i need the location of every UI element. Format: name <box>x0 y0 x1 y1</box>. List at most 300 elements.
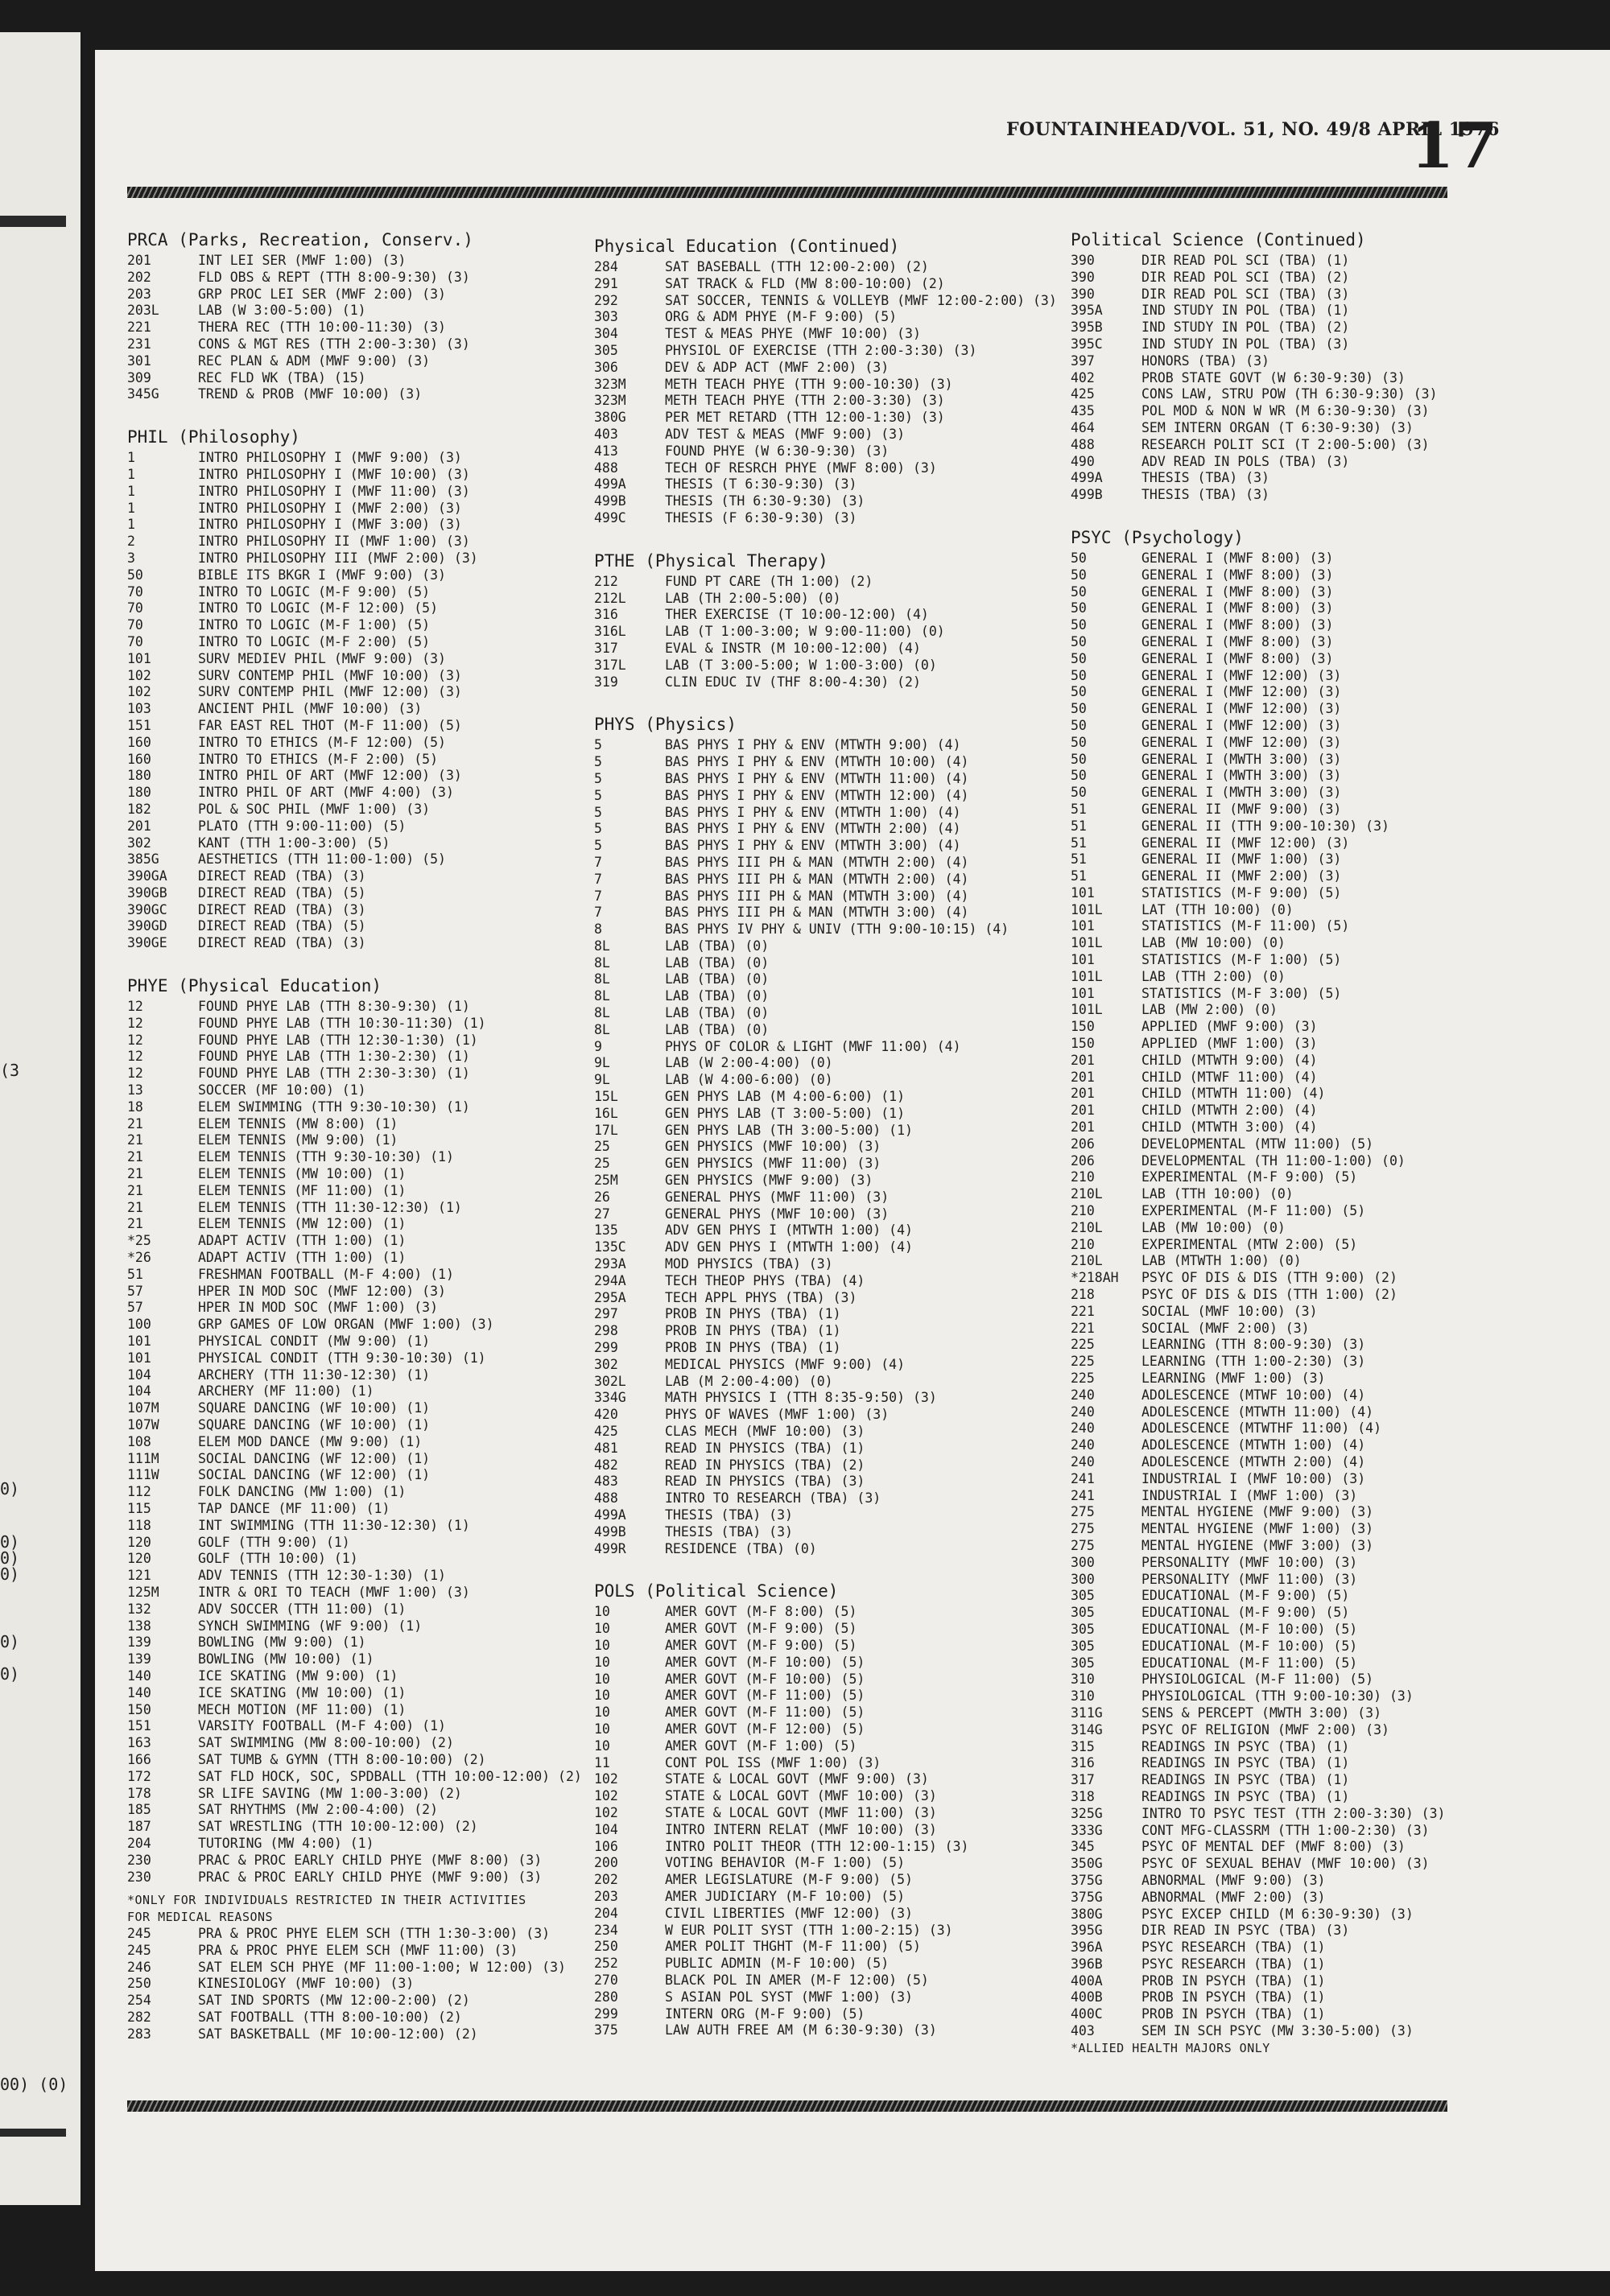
course-detail: PHYSIOL OF EXERCISE (TTH 2:00-3:30) (3) <box>665 342 977 358</box>
course-detail: TREND & PROB (MWF 10:00) (3) <box>198 386 423 402</box>
course-number: 318 <box>1071 1788 1095 1804</box>
course-detail: HONORS (TBA) (3) <box>1141 352 1269 369</box>
course-detail: GENERAL PHYS (MWF 10:00) (3) <box>665 1206 890 1222</box>
course-row <box>1071 1622 1489 1639</box>
course-row <box>594 1123 1069 1140</box>
course-row <box>594 641 1069 657</box>
course-number: 115 <box>127 1500 151 1516</box>
course-row <box>594 1441 1069 1457</box>
course-row <box>594 443 1069 460</box>
course-number: 50 <box>1071 600 1087 616</box>
course-row <box>594 1688 1069 1704</box>
course-number: 284 <box>594 259 618 274</box>
course-section-continued <box>127 1926 594 2043</box>
masthead: FOUNTAINHEAD/VOL. 51, NO. 49/8 APRIL 1976 <box>1006 119 1500 140</box>
course-number: 51 <box>1071 868 1087 884</box>
course-number: 102 <box>594 1804 618 1820</box>
course-number: 182 <box>127 801 151 817</box>
course-detail: CHILD (MTWTH 11:00) (4) <box>1141 1086 1326 1102</box>
section-heading: Political Science (Continued) <box>1071 230 1366 249</box>
course-row <box>1071 1119 1489 1136</box>
course-row <box>1071 1321 1489 1338</box>
course-number: 8L <box>594 1005 610 1021</box>
course-detail: THESIS (T 6:30-9:30) (3) <box>665 476 857 493</box>
course-row <box>1071 1555 1489 1572</box>
course-number: 25 <box>594 1139 610 1155</box>
course-row <box>594 1822 1069 1839</box>
course-row <box>594 1206 1069 1223</box>
course-detail: BAS PHYS III PH & MAN (MTWTH 3:00) (4) <box>665 905 969 921</box>
course-detail: SOCIAL DANCING (WF 12:00) (1) <box>198 1450 431 1466</box>
course-number: 212 <box>594 573 618 589</box>
course-row <box>594 360 1069 377</box>
course-detail: ADOLESCENCE (MTWTH 11:00) (4) <box>1141 1404 1374 1420</box>
course-detail: HPER IN MOD SOC (MWF 1:00) (3) <box>198 1300 439 1316</box>
course-number: 300 <box>1071 1554 1095 1570</box>
course-number: 299 <box>594 2005 618 2022</box>
course-number: 280 <box>594 1989 618 2005</box>
course-number: 57 <box>127 1300 143 1316</box>
course-row <box>594 971 1069 988</box>
course-row <box>594 1407 1069 1424</box>
course-detail: DEV & ADP ACT (MWF 2:00) (3) <box>665 359 890 375</box>
course-row <box>127 935 594 952</box>
course-row <box>127 1668 594 1685</box>
course-detail: THESIS (TBA) (3) <box>1141 470 1269 486</box>
course-detail: ADOLESCENCE (MTWTH 1:00) (4) <box>1141 1437 1366 1453</box>
course-detail: LAB (TH 2:00-5:00) (0) <box>665 590 841 606</box>
course-row <box>127 353 594 370</box>
course-row <box>127 1216 594 1233</box>
course-number: 425 <box>594 1424 618 1439</box>
course-detail: STATISTICS (M-F 11:00) (5) <box>1141 918 1350 934</box>
course-list <box>1071 253 1489 504</box>
course-row <box>1071 1605 1489 1622</box>
course-number: 499B <box>594 493 626 509</box>
course-detail: PERSONALITY (MWF 11:00) (3) <box>1141 1571 1358 1587</box>
course-detail: SAT RHYTHMS (MW 2:00-4:00) (2) <box>198 1802 439 1818</box>
course-detail: THESIS (F 6:30-9:30) (3) <box>665 509 857 526</box>
course-detail: MEDICAL PHYSICS (MWF 9:00) (4) <box>665 1356 906 1372</box>
course-number: 425 <box>1071 386 1095 402</box>
course-row <box>1071 1387 1489 1404</box>
course-detail: BAS PHYS I PHY & ENV (MTWTH 11:00) (4) <box>665 770 969 786</box>
course-detail: SAT FLD HOCK, SOC, SPDBALL (TTH 10:00-12:00) (2) <box>198 1768 582 1784</box>
course-detail: GENERAL II (MWF 2:00) (3) <box>1141 868 1342 884</box>
course-row <box>127 1618 594 1635</box>
course-number: 311G <box>1071 1704 1103 1721</box>
course-row <box>594 1323 1069 1340</box>
course-row <box>594 1507 1069 1524</box>
course-detail: ICE SKATING (MW 9:00) (1) <box>198 1667 398 1684</box>
course-row <box>127 1149 594 1166</box>
course-detail: ADV TEST & MEAS (MWF 9:00) (3) <box>665 426 906 442</box>
course-row <box>594 1239 1069 1256</box>
course-detail: PSYC OF SEXUAL BEHAV (MWF 10:00) (3) <box>1141 1856 1430 1872</box>
course-detail: PRAC & PROC EARLY CHILD PHYE (MWF 8:00) (3) <box>198 1852 543 1868</box>
course-detail: GEN PHYS LAB (M 4:00-6:00) (1) <box>665 1089 906 1105</box>
course-detail: AMER GOVT (M-F 8:00) (5) <box>665 1604 857 1620</box>
course-detail: GRP GAMES OF LOW ORGAN (MWF 1:00) (3) <box>198 1317 494 1333</box>
course-number: 246 <box>127 1959 151 1975</box>
course-detail: LAB (W 3:00-5:00) (1) <box>198 303 366 319</box>
course-section <box>594 711 1069 1557</box>
course-detail: THESIS (TBA) (3) <box>1141 487 1269 503</box>
course-detail: INDUSTRIAL I (MWF 1:00) (3) <box>1141 1487 1358 1503</box>
course-number: 10 <box>594 1737 610 1754</box>
course-row <box>594 1055 1069 1072</box>
course-detail: ADOLESCENCE (MTWF 10:00) (4) <box>1141 1387 1366 1403</box>
course-row <box>1071 1755 1489 1772</box>
course-detail: SAT SOCCER, TENNIS & VOLLEYB (MWF 12:00-2:00) (3) <box>665 292 1057 308</box>
course-row <box>1071 986 1489 1003</box>
course-row <box>127 1993 594 2010</box>
course-detail: BLACK POL IN AMER (M-F 12:00) (5) <box>665 1972 929 1988</box>
course-row <box>594 938 1069 955</box>
course-row <box>594 1390 1069 1407</box>
course-row <box>1071 253 1489 270</box>
course-row <box>1071 1454 1489 1471</box>
course-row <box>594 771 1069 788</box>
course-detail: ARCHERY (MF 11:00) (1) <box>198 1383 374 1399</box>
course-detail: PHYS OF COLOR & LIGHT (MWF 11:00) (4) <box>665 1038 961 1054</box>
course-list <box>594 259 1069 527</box>
course-row <box>1071 885 1489 902</box>
course-detail: GENERAL I (MWF 12:00) (3) <box>1141 717 1342 733</box>
course-number: 241 <box>1071 1470 1095 1486</box>
course-row <box>1071 420 1489 437</box>
course-row <box>127 2010 594 2026</box>
course-number: *218AH <box>1071 1270 1119 1286</box>
section-heading: Physical Education (Continued) <box>594 237 900 256</box>
course-detail: LAB (TBA) (0) <box>665 1021 770 1037</box>
course-row <box>1071 303 1489 319</box>
course-number: 275 <box>1071 1521 1095 1537</box>
course-number: 12 <box>127 1066 143 1082</box>
course-row <box>594 1805 1069 1822</box>
course-detail: GENERAL II (MWF 12:00) (3) <box>1141 835 1350 851</box>
course-detail: APPLIED (MWF 9:00) (3) <box>1141 1019 1318 1035</box>
course-detail: LAT (TTH 10:00) (0) <box>1141 901 1294 917</box>
course-number: 135C <box>594 1239 626 1255</box>
course-row <box>594 737 1069 754</box>
course-detail: PSYC EXCEP CHILD (M 6:30-9:30) (3) <box>1141 1906 1414 1922</box>
course-number: 150 <box>1071 1036 1095 1052</box>
course-detail: FLD OBS & REPT (TTH 8:00-9:30) (3) <box>198 269 470 285</box>
column-1 <box>127 227 594 2042</box>
course-detail: THERA REC (TTH 10:00-11:30) (3) <box>198 319 446 336</box>
course-row <box>594 1490 1069 1507</box>
course-number: 121 <box>127 1568 151 1584</box>
course-detail: FOUND PHYE LAB (TTH 2:30-3:30) (1) <box>198 1066 470 1082</box>
course-row <box>127 1752 594 1769</box>
course-row <box>594 1872 1069 1889</box>
course-detail: STATISTICS (M-F 9:00) (5) <box>1141 884 1342 901</box>
course-detail: PSYC RESEARCH (TBA) (1) <box>1141 1956 1326 1972</box>
course-detail: METH TEACH PHYE (TTH 9:00-10:30) (3) <box>665 376 953 392</box>
course-detail: INTRO POLIT THEOR (TTH 12:00-1:15) (3) <box>665 1838 969 1854</box>
course-row <box>1071 1856 1489 1873</box>
course-detail: STATE & LOCAL GOVT (MWF 11:00) (3) <box>665 1804 937 1820</box>
course-row <box>1071 1337 1489 1354</box>
course-row <box>127 1284 594 1301</box>
course-number: 218 <box>1071 1287 1095 1303</box>
course-detail: INDUSTRIAL I (MWF 10:00) (3) <box>1141 1470 1366 1486</box>
course-detail: DIR READ POL SCI (TBA) (3) <box>1141 286 1350 302</box>
course-row <box>594 1621 1069 1638</box>
course-number: 305 <box>1071 1638 1095 1654</box>
course-row <box>127 1685 594 1702</box>
course-number: 203 <box>594 1888 618 1904</box>
course-detail: SAT IND SPORTS (MW 12:00-2:00) (2) <box>198 1993 470 2009</box>
course-row <box>594 921 1069 938</box>
course-detail: ADAPT ACTIV (TTH 1:00) (1) <box>198 1250 407 1266</box>
course-number: 101 <box>1071 918 1095 934</box>
course-detail: SENS & PERCEPT (MWTH 3:00) (3) <box>1141 1704 1382 1721</box>
course-detail: LAB (TBA) (0) <box>665 938 770 954</box>
course-number: 118 <box>127 1517 151 1533</box>
course-row <box>1071 1404 1489 1421</box>
course-row <box>1071 1521 1489 1538</box>
course-row <box>594 276 1069 293</box>
course-detail: PHYSICAL CONDIT (TTH 9:30-10:30) (1) <box>198 1350 486 1366</box>
course-row <box>127 1718 594 1735</box>
course-detail: PROB IN PHYS (TBA) (1) <box>665 1323 841 1339</box>
course-number: 390GA <box>127 868 167 884</box>
course-number: 5 <box>594 787 602 803</box>
course-number: 50 <box>1071 550 1087 566</box>
course-row <box>1071 835 1489 852</box>
course-detail: SURV CONTEMP PHIL (MWF 12:00) (3) <box>198 684 462 700</box>
course-row <box>127 868 594 885</box>
course-detail: ORG & ADM PHYE (M-F 9:00) (5) <box>665 309 898 325</box>
course-row <box>1071 403 1489 420</box>
course-number: 21 <box>127 1166 143 1182</box>
course-number: 140 <box>127 1684 151 1700</box>
course-row <box>1071 1956 1489 1973</box>
course-row <box>1071 1588 1489 1605</box>
course-row <box>594 754 1069 771</box>
course-detail: INTRO PHILOSOPHY I (MWF 3:00) (3) <box>198 517 462 533</box>
course-detail: CHILD (MTWTH 9:00) (4) <box>1141 1052 1318 1068</box>
course-number: 375G <box>1071 1872 1103 1888</box>
course-detail: AMER GOVT (M-F 9:00) (5) <box>665 1637 857 1653</box>
course-row <box>127 835 594 852</box>
course-number: 250 <box>127 1976 151 1992</box>
course-number: 245 <box>127 1925 151 1941</box>
course-number: 50 <box>1071 583 1087 600</box>
course-detail: DIR READ POL SCI (TBA) (2) <box>1141 269 1350 285</box>
course-row <box>594 293 1069 310</box>
course-row <box>1071 802 1489 818</box>
course-row <box>1071 1772 1489 1789</box>
course-detail: LAB (MTWTH 1:00) (0) <box>1141 1253 1302 1269</box>
course-detail: EDUCATIONAL (M-F 10:00) (5) <box>1141 1638 1358 1654</box>
course-detail: GENERAL PHYS (MWF 11:00) (3) <box>665 1189 890 1205</box>
course-number: 50 <box>1071 633 1087 649</box>
course-row <box>594 1156 1069 1173</box>
course-detail: STATISTICS (M-F 1:00) (5) <box>1141 952 1342 968</box>
course-number: 402 <box>1071 369 1095 385</box>
section-heading: PHIL (Philosophy) <box>127 427 300 447</box>
course-detail: GENERAL I (MWF 8:00) (3) <box>1141 650 1334 666</box>
course-row <box>127 902 594 919</box>
course-number: 225 <box>1071 1354 1095 1370</box>
course-section <box>1071 525 1489 2040</box>
course-number: 140 <box>127 1667 151 1684</box>
course-number: 9L <box>594 1055 610 1071</box>
course-row <box>594 1457 1069 1474</box>
course-number: 400A <box>1071 1972 1103 1989</box>
course-row <box>1071 1253 1489 1270</box>
course-row <box>594 574 1069 591</box>
course-number: 499A <box>594 1507 626 1523</box>
course-number: 107M <box>127 1400 159 1416</box>
previous-page-fragment: 0) <box>0 1479 20 1498</box>
course-detail: LAB (T 3:00-5:00; W 1:00-3:00) (0) <box>665 657 937 673</box>
course-section <box>594 233 1069 527</box>
course-row <box>594 393 1069 410</box>
course-detail: EXPERIMENTAL (M-F 11:00) (5) <box>1141 1203 1366 1219</box>
course-number: 1 <box>127 466 135 482</box>
course-number: 413 <box>594 443 618 459</box>
course-number: *26 <box>127 1250 151 1266</box>
course-row <box>1071 1304 1489 1321</box>
course-number: 201 <box>1071 1086 1095 1102</box>
course-detail: INTRO TO LOGIC (M-F 2:00) (5) <box>198 633 431 649</box>
course-detail: DIRECT READ (TBA) (5) <box>198 918 366 934</box>
course-number: 390GB <box>127 884 167 901</box>
course-detail: EDUCATIONAL (M-F 11:00) (5) <box>1141 1655 1358 1671</box>
previous-page-fragment: 0) <box>0 1632 20 1651</box>
course-row <box>594 427 1069 443</box>
course-number: 301 <box>127 352 151 369</box>
column-2 <box>594 233 1069 2039</box>
course-number: 100 <box>127 1317 151 1333</box>
course-row <box>594 1906 1069 1923</box>
course-row <box>127 999 594 1016</box>
course-number: 334G <box>594 1390 626 1406</box>
course-row <box>1071 718 1489 735</box>
course-number: 499B <box>1071 487 1103 503</box>
course-detail: INTRO PHILOSOPHY II (MWF 1:00) (3) <box>198 534 470 550</box>
course-detail: METH TEACH PHYE (TTH 2:00-3:30) (3) <box>665 393 945 409</box>
previous-page-rule <box>0 216 66 227</box>
course-number: 200 <box>594 1855 618 1871</box>
course-row <box>1071 2006 1489 2023</box>
course-number: 201 <box>1071 1103 1095 1119</box>
course-row <box>127 785 594 802</box>
course-detail: ELEM TENNIS (MW 10:00) (1) <box>198 1166 407 1182</box>
course-row <box>1071 1705 1489 1722</box>
course-row <box>127 1853 594 1869</box>
course-detail: LEARNING (MWF 1:00) (3) <box>1141 1371 1326 1386</box>
course-row <box>1071 1722 1489 1739</box>
course-detail: INT LEI SER (MWF 1:00) (3) <box>198 253 407 268</box>
course-row <box>127 303 594 319</box>
course-detail: GENERAL II (MWF 1:00) (3) <box>1141 851 1342 868</box>
course-detail: INTRO PHIL OF ART (MWF 12:00) (3) <box>198 768 462 784</box>
course-row <box>594 1340 1069 1357</box>
course-row <box>127 1317 594 1333</box>
course-row <box>127 684 594 701</box>
course-detail: INTR & ORI TO TEACH (MWF 1:00) (3) <box>198 1584 470 1600</box>
course-number: 499A <box>594 476 626 493</box>
course-detail: SOCIAL DANCING (WF 12:00) (1) <box>198 1467 431 1483</box>
course-row <box>1071 1823 1489 1840</box>
course-row <box>594 1106 1069 1123</box>
bottom-rule <box>127 2100 1447 2112</box>
course-row <box>127 1250 594 1267</box>
course-number: 252 <box>594 1956 618 1972</box>
previous-page-fragment: 0) <box>0 1532 20 1552</box>
course-row <box>594 1855 1069 1872</box>
previous-page-rule <box>0 2129 66 2137</box>
course-list <box>127 450 594 952</box>
course-number: 316 <box>1071 1755 1095 1771</box>
course-detail: BAS PHYS I PHY & ENV (MTWTH 12:00) (4) <box>665 787 969 803</box>
course-number: 8 <box>594 921 602 938</box>
course-row <box>1071 1688 1489 1705</box>
course-row <box>127 701 594 718</box>
section-heading: PHYS (Physics) <box>594 715 737 735</box>
course-row <box>127 1300 594 1317</box>
course-number: 50 <box>1071 785 1087 801</box>
course-row <box>127 617 594 634</box>
course-number: 390 <box>1071 253 1095 268</box>
course-detail: FUND PT CARE (TH 1:00) (2) <box>665 573 873 589</box>
course-row <box>594 674 1069 691</box>
course-detail: PROB IN PHYS (TBA) (1) <box>665 1340 841 1356</box>
course-number: 111W <box>127 1467 159 1483</box>
course-number: 1 <box>127 483 135 499</box>
course-row <box>594 591 1069 608</box>
course-number: 323M <box>594 393 626 409</box>
course-row <box>1071 1437 1489 1454</box>
course-row <box>1071 600 1489 617</box>
course-row <box>127 1132 594 1149</box>
course-detail: ELEM TENNIS (MW 12:00) (1) <box>198 1216 407 1232</box>
course-number: 185 <box>127 1802 151 1818</box>
course-number: 396B <box>1071 1956 1103 1972</box>
course-number: 21 <box>127 1199 143 1215</box>
course-row <box>127 1233 594 1250</box>
course-number: 212L <box>594 590 626 606</box>
course-row <box>1071 1019 1489 1036</box>
course-detail: TECH APPL PHYS (TBA) (3) <box>665 1289 857 1305</box>
footnote-line: FOR MEDICAL REASONS <box>127 1910 274 1925</box>
course-detail: ELEM TENNIS (MW 8:00) (1) <box>198 1115 398 1132</box>
course-number: 50 <box>1071 734 1087 750</box>
previous-page-fragment: (3 <box>0 1061 20 1080</box>
course-detail: SAT FOOTBALL (TTH 8:00-10:00) (2) <box>198 2009 462 2025</box>
course-number: 51 <box>1071 801 1087 817</box>
course-number: 203 <box>127 286 151 302</box>
course-number: 240 <box>1071 1387 1095 1403</box>
course-number: 101L <box>1071 968 1103 984</box>
course-detail: FRESHMAN FOOTBALL (M-F 4:00) (1) <box>198 1266 454 1282</box>
course-number: 481 <box>594 1440 618 1456</box>
course-detail: MECH MOTION (MF 11:00) (1) <box>198 1701 407 1717</box>
course-row <box>594 1655 1069 1672</box>
course-number: 50 <box>1071 717 1087 733</box>
course-number: 306 <box>594 359 618 375</box>
course-row <box>127 2026 594 2043</box>
course-number: 102 <box>127 684 151 700</box>
previous-page-fragment: 0) <box>0 1664 20 1684</box>
course-row <box>127 467 594 484</box>
course-number: 101 <box>127 1333 151 1350</box>
